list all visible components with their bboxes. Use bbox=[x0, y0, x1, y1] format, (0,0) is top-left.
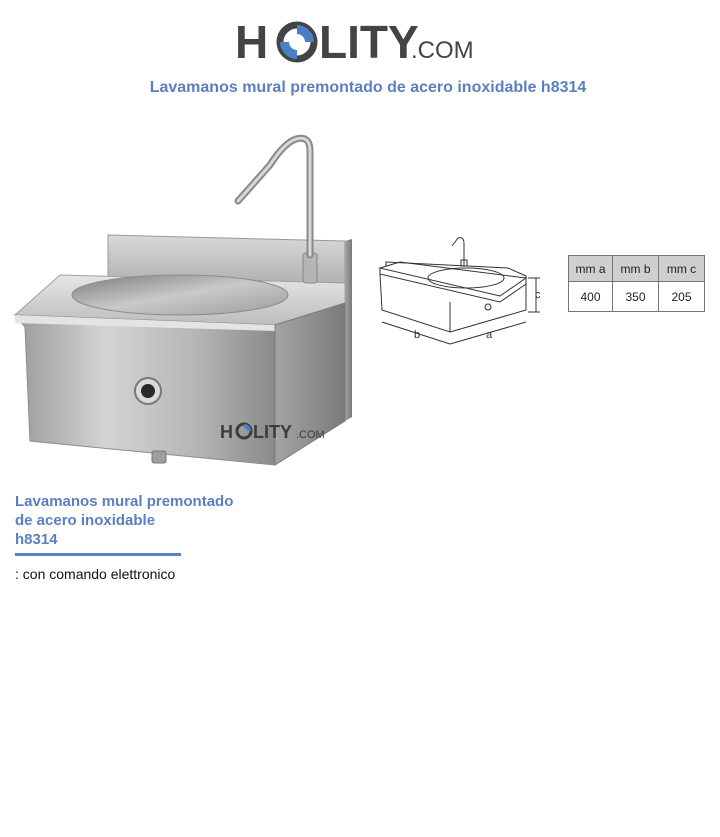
diagram-label-b: b bbox=[414, 329, 421, 341]
product-title bbox=[15, 492, 275, 549]
page-title: Lavamanos mural premontado de acero inoxidable h8314 bbox=[149, 79, 587, 96]
table-header-row bbox=[569, 256, 705, 282]
svg-text:H: H bbox=[220, 422, 233, 442]
value-c: 205 bbox=[659, 282, 705, 312]
logo-suffix: .COM bbox=[411, 37, 474, 64]
diagram-label-a: a bbox=[486, 329, 493, 341]
value-a: 400 bbox=[569, 282, 613, 312]
product-code: h8314 bbox=[15, 531, 58, 548]
header-mm-c: mm c bbox=[659, 256, 705, 282]
product-description: : con comando elettronico bbox=[15, 566, 176, 582]
logo-letter-h: H bbox=[235, 16, 269, 68]
dimension-diagram bbox=[378, 232, 548, 357]
product-photo bbox=[0, 125, 360, 470]
svg-text:.COM: .COM bbox=[296, 429, 325, 441]
table-row bbox=[569, 282, 705, 312]
logo-o-icon bbox=[280, 25, 314, 59]
product-title-line: de acero inoxidable bbox=[15, 512, 156, 529]
title-divider bbox=[15, 553, 181, 556]
svg-text:LITY: LITY bbox=[253, 422, 292, 442]
dimensions-table bbox=[568, 255, 705, 312]
site-logo[interactable] bbox=[0, 14, 720, 70]
header-mm-a: mm a bbox=[569, 256, 613, 282]
header-mm-b: mm b bbox=[613, 256, 659, 282]
diagram-label-c: c bbox=[535, 289, 541, 301]
value-b: 350 bbox=[613, 282, 659, 312]
logo-word: LITY bbox=[319, 16, 419, 68]
product-title-line: Lavamanos mural premontado bbox=[15, 493, 234, 510]
